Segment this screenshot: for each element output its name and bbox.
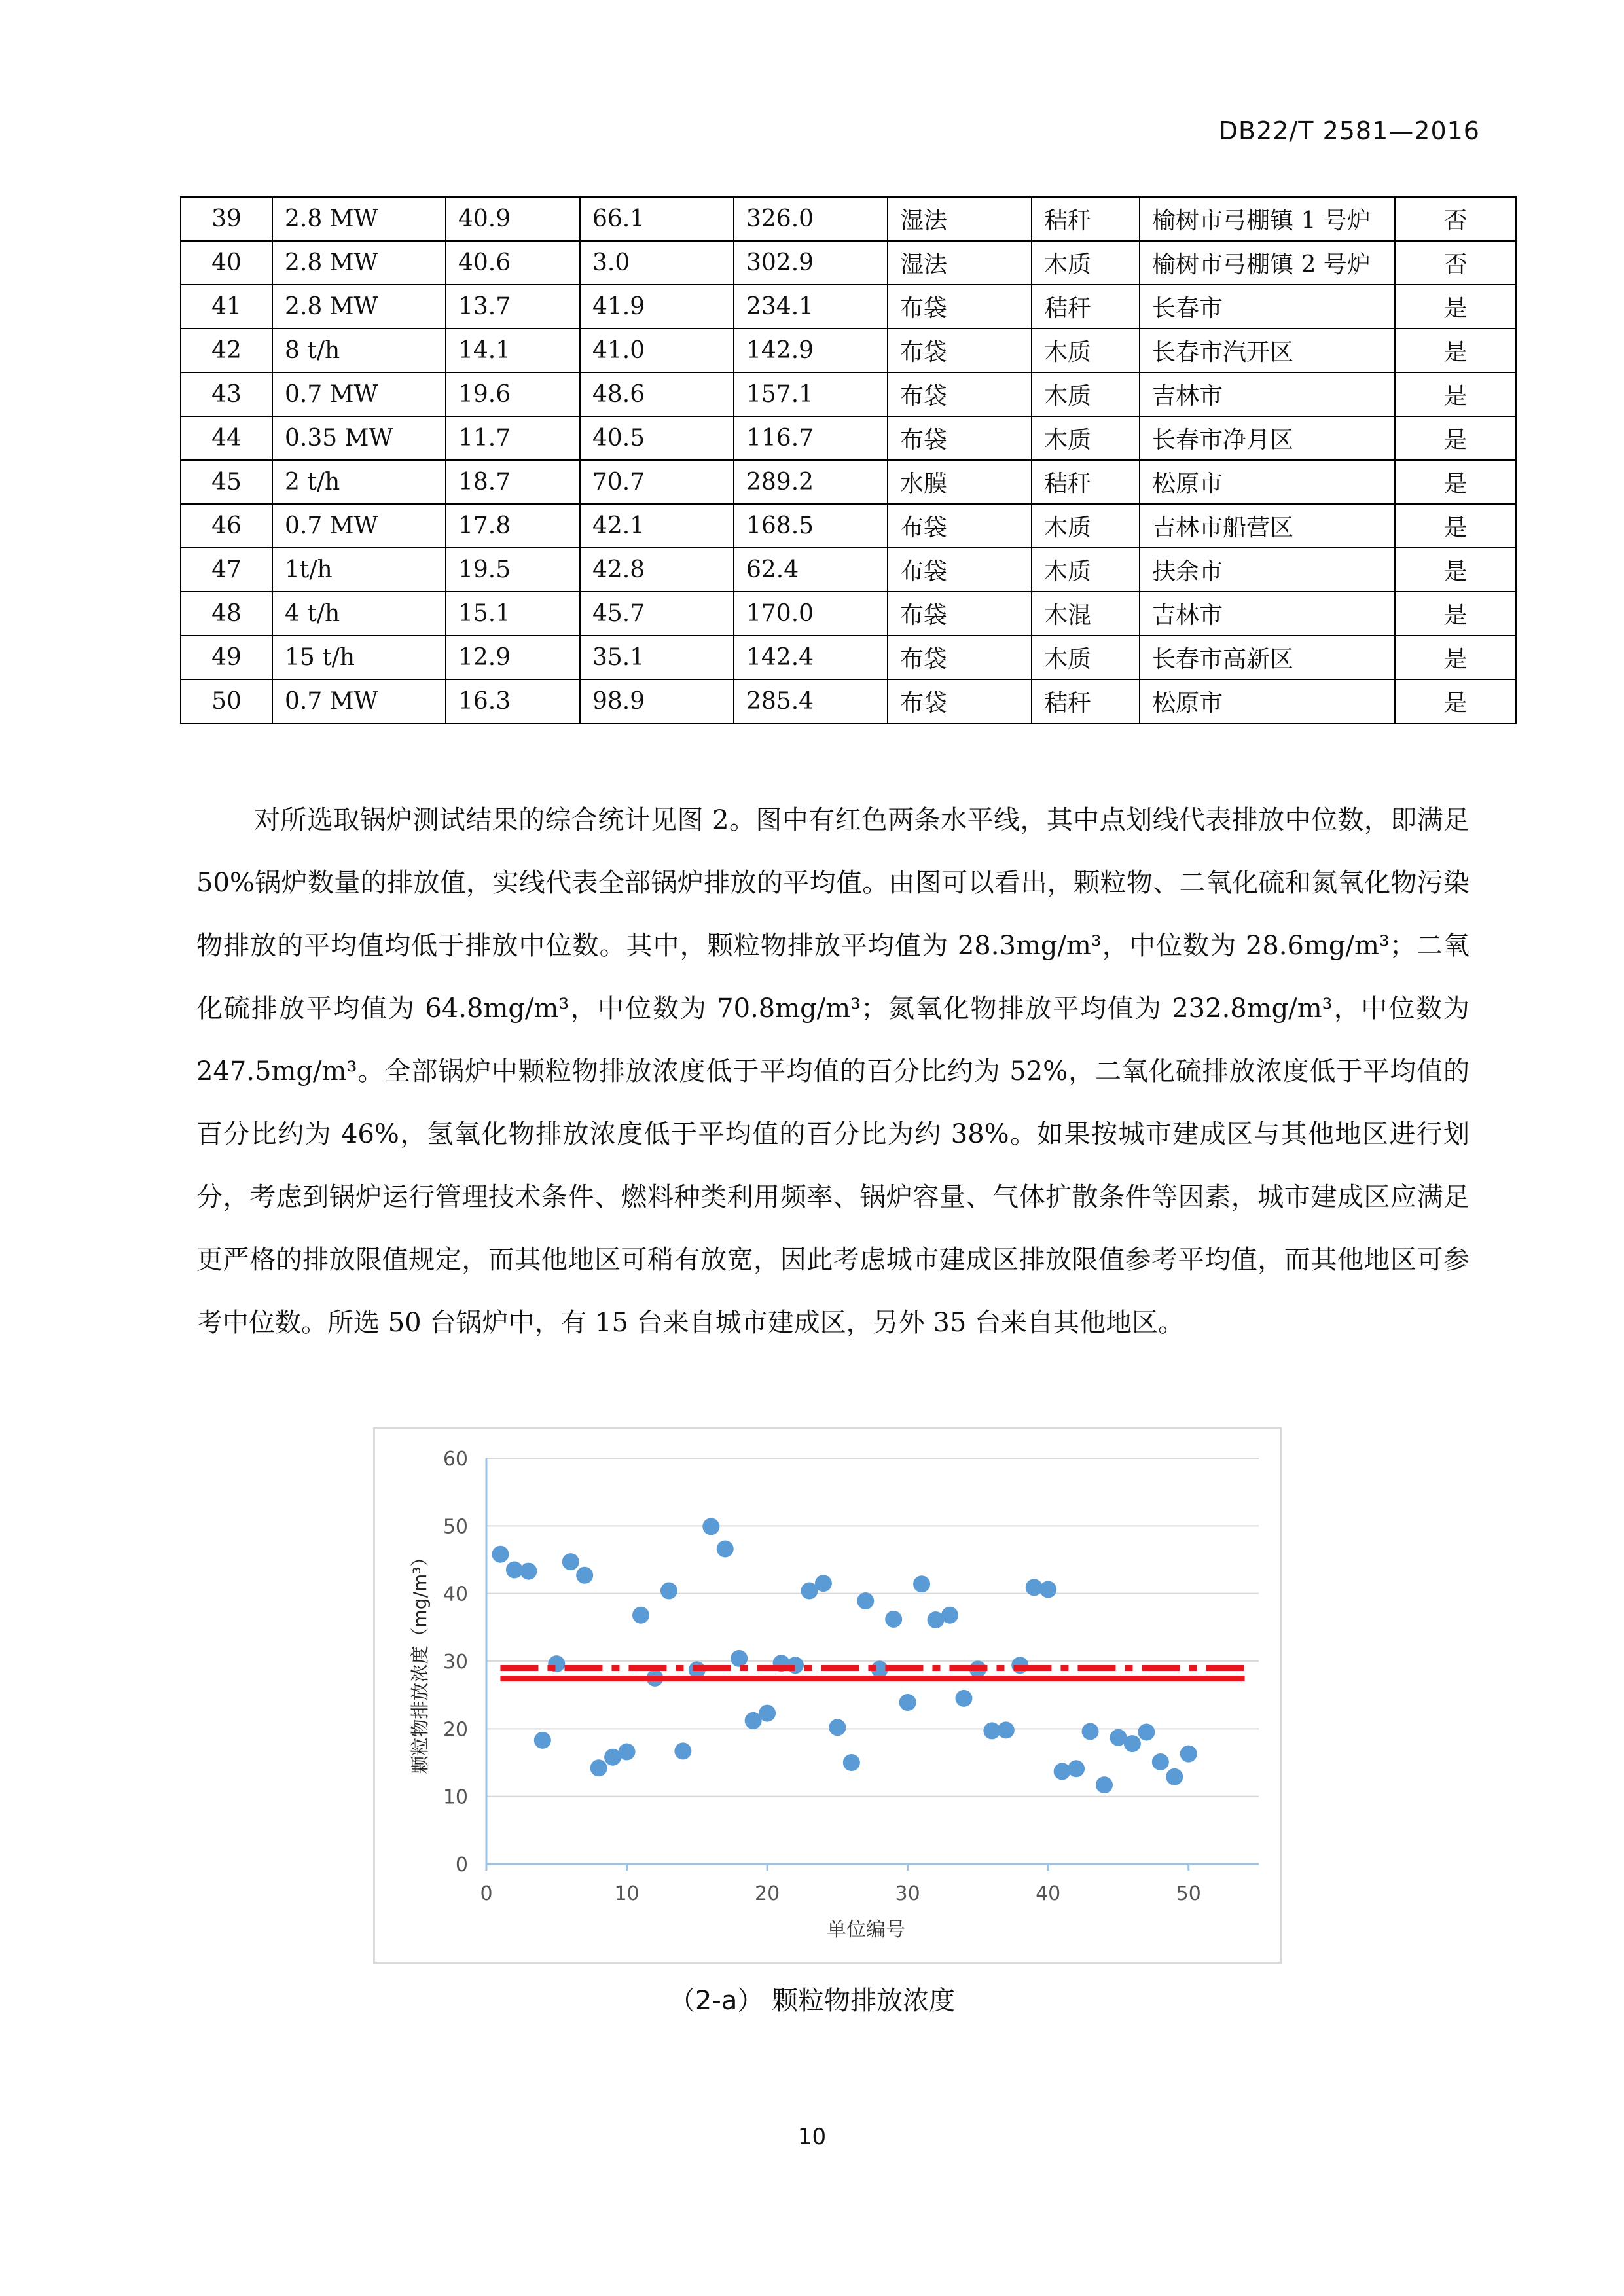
data-point [492,1546,509,1563]
cell-fuel: 秸秆 [1032,285,1140,329]
data-point [885,1611,902,1628]
data-point [1039,1581,1056,1598]
cell-so2: 3.0 [580,241,734,285]
data-point [1138,1724,1155,1741]
cell-urban-area: 是 [1395,504,1516,548]
table-row [181,548,1516,592]
cell-urban-area: 是 [1395,329,1516,372]
data-point [759,1705,776,1722]
cell-fuel: 木质 [1032,372,1140,416]
cell-so2: 48.6 [580,372,734,416]
cell-nox: 116.7 [734,416,888,460]
data-point [1054,1763,1071,1780]
data-point [829,1719,846,1736]
cell-fuel: 木质 [1032,548,1140,592]
table-row [181,372,1516,416]
cell-row-no: 49 [181,636,272,679]
cell-capacity: 0.35 MW [272,416,446,460]
cell-nox: 234.1 [734,285,888,329]
cell-so2: 70.7 [580,460,734,504]
data-point [717,1540,734,1557]
cell-nox: 157.1 [734,372,888,416]
cell-row-no: 43 [181,372,272,416]
cell-so2: 98.9 [580,679,734,723]
data-point [520,1563,537,1580]
cell-capacity: 2.8 MW [272,197,446,241]
cell-so2: 41.9 [580,285,734,329]
x-axis-ticks [480,1864,1200,1905]
x-tick-label: 50 [1176,1882,1201,1905]
cell-nox: 62.4 [734,548,888,592]
cell-row-no: 42 [181,329,272,372]
data-points [492,1518,1197,1793]
data-point [619,1743,636,1760]
cell-row-no: 39 [181,197,272,241]
cell-urban-area: 是 [1395,416,1516,460]
cell-nox: 289.2 [734,460,888,504]
cell-urban-area: 是 [1395,679,1516,723]
cell-capacity: 4 t/h [272,592,446,636]
chart-svg [375,1429,1284,1965]
data-point [1082,1723,1099,1740]
cell-location: 吉林市 [1140,372,1395,416]
y-tick-label: 10 [442,1785,468,1809]
cell-fuel: 木质 [1032,636,1140,679]
cell-nox: 170.0 [734,592,888,636]
x-tick-label: 10 [614,1882,640,1905]
cell-urban-area: 是 [1395,285,1516,329]
cell-urban-area: 是 [1395,372,1516,416]
cell-desulfurization: 湿法 [888,197,1032,241]
cell-capacity: 0.7 MW [272,372,446,416]
cell-urban-area: 是 [1395,548,1516,592]
data-point [843,1754,860,1771]
table-row [181,197,1516,241]
cell-capacity: 1t/h [272,548,446,592]
cell-urban-area: 是 [1395,460,1516,504]
data-point [998,1721,1015,1738]
cell-location: 吉林市 [1140,592,1395,636]
data-point [1152,1753,1169,1770]
table-row [181,504,1516,548]
cell-particulate: 14.1 [446,329,580,372]
summary-paragraph: 对所选取锅炉测试结果的综合统计见图 2。图中有红色两条水平线，其中点划线代表排放中位数，即满足 50%锅炉数量的排放值，实线代表全部锅炉排放的平均值。由图可以看出，颗粒物、二氧化硫和氮氧化物污染物排放的平均值均低于排放中位数。其中，颗粒物排放平均值为 28.3mg/m³，中位数为 28.6mg/m³；二氧化硫排放平均值为 64.8mg/m³，中位数为 70.8mg/m³；氮氧化物排放平均值为 232.8mg/m³，中位数为 247.5mg/m³。全部锅炉中颗粒物排放浓度低于平均值的百分比约为 52%，二氧化硫排放浓度低于平均值的百分比约为 46%，氢氧化物排放浓度低于平均值的百分比为约 38%。如果按城市建成区与其他地区进行划分，考虑到锅炉运行管理技术条件、燃料种类利用频率、锅炉容量、气体扩散条件等因素，城市建成区应满足更严格的排放限值规定，而其他地区可稍有放宽，因此考虑城市建成区排放限值参考平均值，而其他地区可参考中位数。所选 50 台锅炉中，有 15 台来自城市建成区，另外 35 台来自其他地区。 [196,805,1470,1338]
cell-fuel: 秸秆 [1032,197,1140,241]
cell-nox: 142.4 [734,636,888,679]
cell-fuel: 木质 [1032,241,1140,285]
boiler-data-table [180,196,1517,724]
data-point [857,1592,874,1609]
cell-location: 扶余市 [1140,548,1395,592]
cell-row-no: 41 [181,285,272,329]
cell-urban-area: 否 [1395,197,1516,241]
data-point [1124,1735,1141,1752]
data-point [534,1732,551,1749]
cell-particulate: 40.6 [446,241,580,285]
cell-particulate: 11.7 [446,416,580,460]
y-tick-label: 30 [442,1651,468,1674]
chart-gridlines [486,1458,1259,1797]
figure-caption: （2-a） 颗粒物排放浓度 [668,1986,956,2016]
cell-so2: 41.0 [580,329,734,372]
data-point [1180,1746,1197,1763]
data-point [899,1694,916,1711]
data-point [1166,1768,1183,1785]
cell-desulfurization: 布袋 [888,329,1032,372]
cell-row-no: 44 [181,416,272,460]
cell-nox: 302.9 [734,241,888,285]
data-point [731,1650,748,1667]
cell-location: 榆树市弓棚镇 1 号炉 [1140,197,1395,241]
cell-location: 吉林市船营区 [1140,504,1395,548]
table-row [181,416,1516,460]
cell-nox: 142.9 [734,329,888,372]
cell-row-no: 40 [181,241,272,285]
cell-particulate: 13.7 [446,285,580,329]
cell-particulate: 19.6 [446,372,580,416]
y-tick-label: 20 [442,1718,468,1742]
y-tick-label: 40 [442,1583,468,1606]
data-point [562,1553,579,1570]
cell-capacity: 15 t/h [272,636,446,679]
x-tick-label: 40 [1036,1882,1061,1905]
cell-nox: 326.0 [734,197,888,241]
cell-desulfurization: 布袋 [888,548,1032,592]
y-axis-ticks [443,1448,468,1876]
table-row [181,241,1516,285]
data-point [674,1742,691,1759]
cell-so2: 42.8 [580,548,734,592]
cell-fuel: 木混 [1032,592,1140,636]
cell-urban-area: 是 [1395,592,1516,636]
data-point [576,1567,593,1584]
cell-capacity: 2.8 MW [272,241,446,285]
cell-desulfurization: 布袋 [888,679,1032,723]
cell-so2: 35.1 [580,636,734,679]
y-axis-label: 颗粒物排放浓度（mg/m³） [409,1548,431,1774]
y-tick-label: 60 [442,1448,468,1471]
y-tick-label: 50 [442,1515,468,1539]
cell-fuel: 木质 [1032,504,1140,548]
cell-particulate: 18.7 [446,460,580,504]
table-row [181,285,1516,329]
x-tick-label: 30 [895,1882,920,1905]
table-row [181,460,1516,504]
x-tick-label: 20 [754,1882,780,1905]
cell-desulfurization: 布袋 [888,372,1032,416]
cell-particulate: 16.3 [446,679,580,723]
data-point [660,1583,677,1600]
data-point [702,1518,719,1535]
data-point [1068,1760,1085,1777]
cell-desulfurization: 布袋 [888,636,1032,679]
cell-capacity: 2 t/h [272,460,446,504]
cell-capacity: 8 t/h [272,329,446,372]
cell-location: 长春市净月区 [1140,416,1395,460]
data-point [941,1607,958,1624]
cell-capacity: 2.8 MW [272,285,446,329]
cell-nox: 168.5 [734,504,888,548]
cell-fuel: 秸秆 [1032,460,1140,504]
cell-location: 长春市汽开区 [1140,329,1395,372]
page-number: 10 [797,2124,827,2150]
table-row [181,679,1516,723]
cell-particulate: 19.5 [446,548,580,592]
data-point [815,1575,832,1592]
document-code-header: DB22/T 2581—2016 [1218,117,1480,145]
cell-fuel: 秸秆 [1032,679,1140,723]
cell-urban-area: 否 [1395,241,1516,285]
cell-particulate: 17.8 [446,504,580,548]
cell-particulate: 12.9 [446,636,580,679]
cell-row-no: 47 [181,548,272,592]
cell-capacity: 0.7 MW [272,504,446,548]
cell-fuel: 木质 [1032,329,1140,372]
table-row [181,592,1516,636]
cell-desulfurization: 湿法 [888,241,1032,285]
cell-location: 松原市 [1140,460,1395,504]
cell-row-no: 46 [181,504,272,548]
cell-desulfurization: 布袋 [888,285,1032,329]
data-point [590,1759,607,1776]
cell-location: 松原市 [1140,679,1395,723]
cell-so2: 66.1 [580,197,734,241]
cell-row-no: 45 [181,460,272,504]
cell-capacity: 0.7 MW [272,679,446,723]
cell-desulfurization: 水膜 [888,460,1032,504]
cell-fuel: 木质 [1032,416,1140,460]
cell-desulfurization: 布袋 [888,416,1032,460]
cell-row-no: 50 [181,679,272,723]
cell-urban-area: 是 [1395,636,1516,679]
cell-so2: 40.5 [580,416,734,460]
data-point [632,1607,649,1624]
cell-location: 长春市高新区 [1140,636,1395,679]
cell-location: 榆树市弓棚镇 2 号炉 [1140,241,1395,285]
cell-location: 长春市 [1140,285,1395,329]
table-row [181,329,1516,372]
table-row [181,636,1516,679]
cell-row-no: 48 [181,592,272,636]
data-point [1096,1776,1113,1793]
x-tick-label: 0 [480,1882,493,1905]
cell-so2: 45.7 [580,592,734,636]
x-axis-label: 单位编号 [827,1918,905,1941]
cell-so2: 42.1 [580,504,734,548]
data-point [913,1575,930,1592]
cell-particulate: 15.1 [446,592,580,636]
y-tick-label: 0 [455,1854,468,1876]
cell-nox: 285.4 [734,679,888,723]
cell-desulfurization: 布袋 [888,504,1032,548]
cell-particulate: 40.9 [446,197,580,241]
data-point [955,1690,972,1707]
particulate-scatter-chart [373,1427,1282,1964]
cell-desulfurization: 布袋 [888,592,1032,636]
